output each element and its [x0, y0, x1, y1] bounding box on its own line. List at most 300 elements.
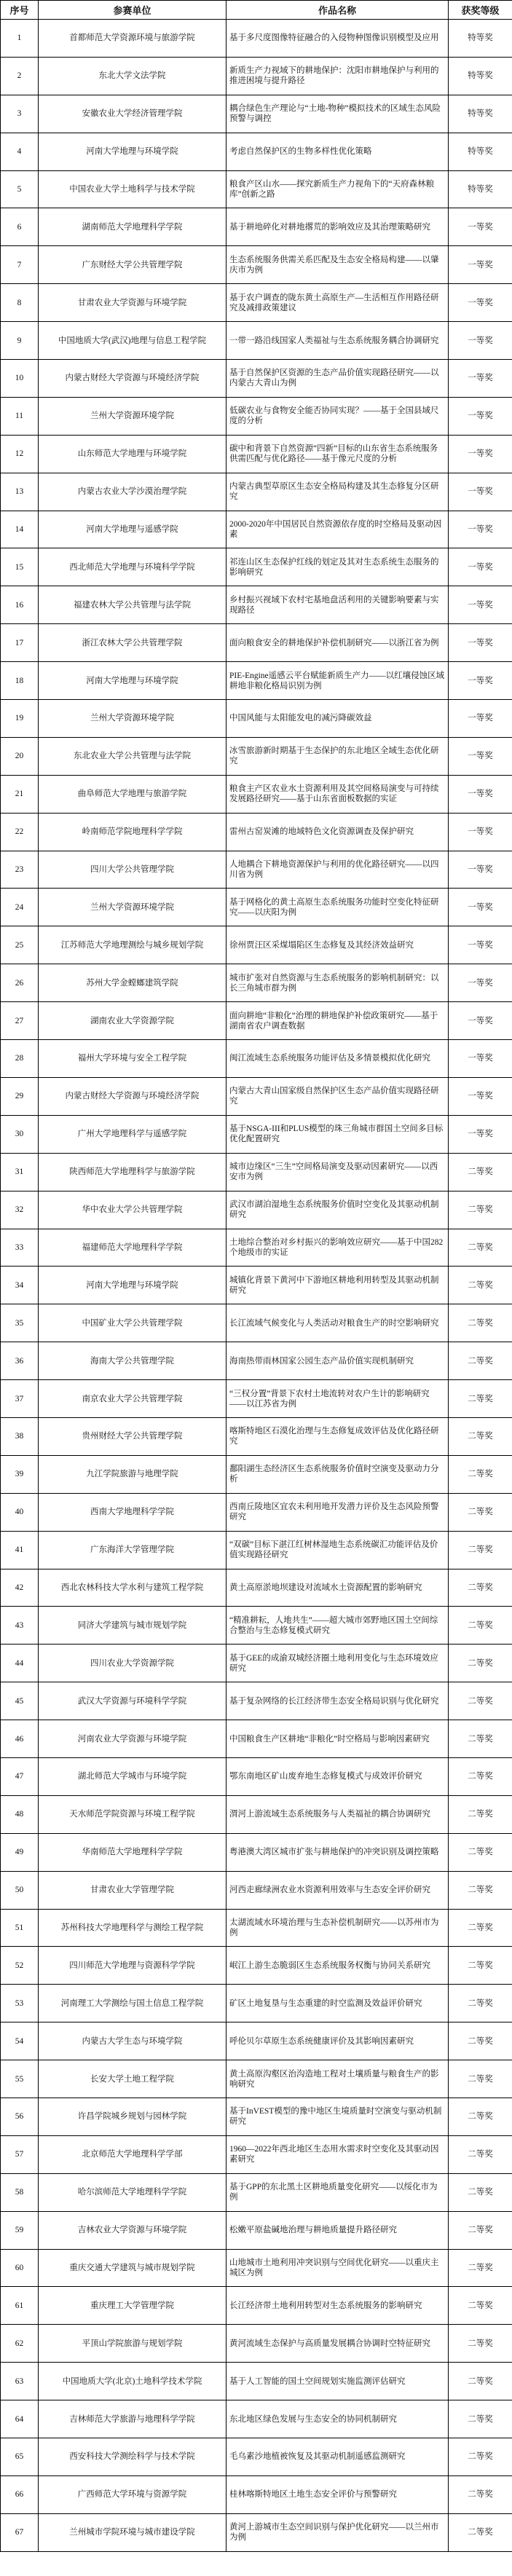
table-row [1, 964, 512, 1002]
row-index: 28 [1, 1040, 39, 1078]
row-work: PIE-Engine遥感云平台赋能新质生产力——以红壤侵蚀区域耕地非粮化格局识别为例 [227, 662, 449, 700]
row-work: 生态系统服务供需关系匹配及生态安全格局构建——以肇庆市为例 [227, 246, 449, 284]
table-row [1, 322, 512, 360]
row-prize: 二等奖 [449, 2438, 512, 2476]
row-unit: 贵州财经大学公共管理学院 [39, 1417, 227, 1455]
row-work: 粮食产区山水——探究新质生产力视角下的“天府森林粮库”创新之路 [227, 170, 449, 208]
row-index: 1 [1, 20, 39, 58]
table-row [1, 2513, 512, 2551]
table-row [1, 586, 512, 624]
header-prize: 获奖等级 [449, 1, 512, 20]
row-work: 2000-2020年中国居民自然资源依存度的时空格局及驱动因素 [227, 511, 449, 548]
row-prize: 一等奖 [449, 322, 512, 360]
row-index: 4 [1, 133, 39, 170]
row-index: 21 [1, 775, 39, 813]
row-work: 西南丘陵地区宜农未利用地开发潜力评价及生态风险预警研究 [227, 1493, 449, 1531]
table-row [1, 1569, 512, 1607]
row-prize: 一等奖 [449, 624, 512, 662]
row-prize: 二等奖 [449, 1757, 512, 1795]
row-work: 基于复杂网络的长江经济带生态安全格局识别与优化研究 [227, 1682, 449, 1720]
row-index: 66 [1, 2475, 39, 2513]
row-prize: 一等奖 [449, 662, 512, 700]
row-work: 毛乌素沙地植被恢复及其驱动机制遥感监测研究 [227, 2438, 449, 2476]
row-unit: 湖北师范大学城市与环境学院 [39, 1757, 227, 1795]
row-unit: 平顶山学院旅游与规划学院 [39, 2325, 227, 2363]
row-prize: 二等奖 [449, 1531, 512, 1569]
row-index: 60 [1, 2249, 39, 2287]
row-unit: 西北农林科技大学水利与建筑工程学院 [39, 1569, 227, 1607]
row-prize: 一等奖 [449, 1077, 512, 1115]
row-unit: 哈尔滨师范大学地理科学学院 [39, 2173, 227, 2211]
row-index: 15 [1, 548, 39, 586]
row-index: 51 [1, 1909, 39, 1947]
row-prize: 一等奖 [449, 700, 512, 738]
row-unit: 河南农业大学资源与环境学院 [39, 1720, 227, 1758]
header-index: 序号 [1, 1, 39, 20]
table-row [1, 2400, 512, 2438]
row-index: 50 [1, 1871, 39, 1909]
row-work: 黄土高原沟壑区治沟造地工程对土壤质量与粮食生产的影响研究 [227, 2060, 449, 2098]
table-row [1, 1909, 512, 1947]
row-work: 内蒙古典型草原区生态安全格局构建及其生态修复分区研究 [227, 473, 449, 511]
row-work: “双碳”目标下湛江红树林湿地生态系统碳汇功能评估及价值实现路径研究 [227, 1531, 449, 1569]
row-work: 粤港澳大湾区城市扩张与耕地保护的冲突识别及调控策略 [227, 1833, 449, 1871]
row-work: 黄河流域生态保护与高质量发展耦合协调时空特征研究 [227, 2325, 449, 2363]
row-index: 56 [1, 2098, 39, 2135]
row-unit: 安徽农业大学经济管理学院 [39, 95, 227, 133]
row-unit: 甘肃农业大学资源与环境学院 [39, 284, 227, 322]
row-unit: 东北农业大学公共管理与法学院 [39, 737, 227, 775]
row-index: 32 [1, 1191, 39, 1229]
table-row [1, 813, 512, 851]
row-index: 8 [1, 284, 39, 322]
row-index: 58 [1, 2173, 39, 2211]
row-work: 祁连山区生态保护红线的划定及其对生态系统生态服务的影响研究 [227, 548, 449, 586]
row-index: 33 [1, 1229, 39, 1267]
row-work: 面向粮食安全的耕地保护补偿机制研究——以浙江省为例 [227, 624, 449, 662]
row-index: 42 [1, 1569, 39, 1607]
table-row [1, 2173, 512, 2211]
row-prize: 一等奖 [449, 473, 512, 511]
row-work: 1960—2022年西北地区生态用水需求时空变化及其驱动因素研究 [227, 2135, 449, 2173]
row-unit: 福州大学环境与安全工程学院 [39, 1040, 227, 1078]
row-index: 29 [1, 1077, 39, 1115]
row-prize: 特等奖 [449, 95, 512, 133]
table-row [1, 1153, 512, 1191]
row-prize: 二等奖 [449, 1304, 512, 1342]
row-prize: 二等奖 [449, 1153, 512, 1191]
row-unit: 岭南师范学院地理科学学院 [39, 813, 227, 851]
row-index: 46 [1, 1720, 39, 1758]
table-row [1, 2438, 512, 2476]
row-prize: 二等奖 [449, 2022, 512, 2060]
table-row [1, 1115, 512, 1153]
row-index: 2 [1, 57, 39, 95]
table-row [1, 1229, 512, 1267]
row-index: 44 [1, 1645, 39, 1682]
row-prize: 二等奖 [449, 1985, 512, 2022]
row-index: 7 [1, 246, 39, 284]
table-row [1, 1304, 512, 1342]
row-unit: 中国农业大学土地科学与技术学院 [39, 170, 227, 208]
row-index: 38 [1, 1417, 39, 1455]
row-prize: 一等奖 [449, 964, 512, 1002]
row-prize: 二等奖 [449, 1455, 512, 1493]
table-row [1, 1455, 512, 1493]
row-prize: 二等奖 [449, 1380, 512, 1418]
table-row [1, 889, 512, 926]
table-row [1, 284, 512, 322]
row-index: 53 [1, 1985, 39, 2022]
row-unit: 内蒙古农业大学沙漠治理学院 [39, 473, 227, 511]
row-work: 矿区土地复垦与生态重建的时空监测及效益评价研究 [227, 1985, 449, 2022]
table-row [1, 511, 512, 548]
row-index: 30 [1, 1115, 39, 1153]
row-work: 内蒙古大青山国家级自然保护区生态产品价值实现路径研究 [227, 1077, 449, 1115]
table-row [1, 397, 512, 435]
row-unit: 西南大学地理科学学院 [39, 1493, 227, 1531]
row-prize: 二等奖 [449, 2249, 512, 2287]
table-row [1, 2287, 512, 2325]
table-row [1, 1531, 512, 1569]
row-index: 59 [1, 2211, 39, 2249]
table-row [1, 2475, 512, 2513]
row-work: 城市边缘区“三生”空间格局演变及驱动因素研究——以西安市为例 [227, 1153, 449, 1191]
row-work: 冰雪旅游新时期基于生态保护的东北地区全域生态优化研究 [227, 737, 449, 775]
row-unit: 四川大学公共管理学院 [39, 851, 227, 889]
row-work: 岷江上游生态脆弱区生态系统服务权衡与协同关系研究 [227, 1947, 449, 1985]
row-unit: 浙江农林大学公共管理学院 [39, 624, 227, 662]
row-work: 基于GEE的成渝双城经济圈土地利用变化与生态环境效应研究 [227, 1645, 449, 1682]
row-index: 65 [1, 2438, 39, 2476]
row-work: 新质生产力视域下的耕地保护：沈阳市耕地保护与利用的推进困境与提升路径 [227, 57, 449, 95]
table-row [1, 1417, 512, 1455]
row-index: 18 [1, 662, 39, 700]
row-prize: 二等奖 [449, 2173, 512, 2211]
row-index: 57 [1, 2135, 39, 2173]
row-prize: 一等奖 [449, 360, 512, 398]
table-row [1, 1985, 512, 2022]
row-prize: 二等奖 [449, 1417, 512, 1455]
row-index: 6 [1, 208, 39, 246]
row-index: 37 [1, 1380, 39, 1418]
table-row [1, 1342, 512, 1380]
row-unit: 首都师范大学资源环境与旅游学院 [39, 20, 227, 58]
table-row [1, 1947, 512, 1985]
row-prize: 二等奖 [449, 2400, 512, 2438]
row-index: 27 [1, 1002, 39, 1040]
row-unit: 兰州城市学院环境与城市建设学院 [39, 2513, 227, 2551]
header-unit: 参赛单位 [39, 1, 227, 20]
row-index: 22 [1, 813, 39, 851]
row-index: 52 [1, 1947, 39, 1985]
row-work: 黄土高原淤地坝建设对流域水土资源配置的影响研究 [227, 1569, 449, 1607]
row-prize: 二等奖 [449, 1267, 512, 1304]
row-prize: 特等奖 [449, 170, 512, 208]
row-work: 基于耕地碎化对耕地撂荒的影响效应及其治理策略研究 [227, 208, 449, 246]
table-row [1, 851, 512, 889]
table-row [1, 624, 512, 662]
row-work: 闽江流域生态系统服务功能评估及多情景模拟优化研究 [227, 1040, 449, 1078]
row-unit: 河南大学地理与环境学院 [39, 133, 227, 170]
table-row [1, 473, 512, 511]
row-index: 12 [1, 435, 39, 473]
row-index: 55 [1, 2060, 39, 2098]
row-prize: 一等奖 [449, 775, 512, 813]
row-unit: 中国地质大学(武汉)地理与信息工程学院 [39, 322, 227, 360]
row-unit: 内蒙古大学生态与环境学院 [39, 2022, 227, 2060]
row-unit: 吉林师范大学旅游与地理科学学院 [39, 2400, 227, 2438]
row-index: 26 [1, 964, 39, 1002]
table-row [1, 20, 512, 58]
row-prize: 一等奖 [449, 1115, 512, 1153]
table-row [1, 1645, 512, 1682]
row-prize: 二等奖 [449, 1645, 512, 1682]
table-row [1, 2022, 512, 2060]
row-prize: 一等奖 [449, 397, 512, 435]
row-prize: 二等奖 [449, 1191, 512, 1229]
row-unit: 内蒙古财经大学资源与环境经济学院 [39, 1077, 227, 1115]
row-work: 耦合绿色生产理论与“土地-物种”模拟技术的区域生态风险预警与调控 [227, 95, 449, 133]
row-prize: 一等奖 [449, 851, 512, 889]
table-row [1, 737, 512, 775]
row-work: 土地综合整治对乡村振兴的影响效应研究——基于中国282个地级市的实证 [227, 1229, 449, 1267]
row-unit: 苏州大学金螳螂建筑学院 [39, 964, 227, 1002]
row-unit: 山东师范大学地理与环境学院 [39, 435, 227, 473]
row-prize: 二等奖 [449, 1607, 512, 1645]
row-work: “精准耕耘，人地共生”——超大城市郊野地区国土空间综合整治与生态修复模式研究 [227, 1607, 449, 1645]
row-work: 基于自然保护区资源的生态产品价值实现路径研究——以内蒙古大青山为例 [227, 360, 449, 398]
row-unit: 长安大学土地工程学院 [39, 2060, 227, 2098]
table-row [1, 246, 512, 284]
row-prize: 二等奖 [449, 2475, 512, 2513]
row-unit: 湖南师范大学地理科学学院 [39, 208, 227, 246]
table-row [1, 2211, 512, 2249]
row-unit: 兰州大学资源环境学院 [39, 397, 227, 435]
row-unit: 广东财经大学公共管理学院 [39, 246, 227, 284]
row-unit: 河南理工大学测绘与国土信息工程学院 [39, 1985, 227, 2022]
row-prize: 一等奖 [449, 813, 512, 851]
row-prize: 二等奖 [449, 1720, 512, 1758]
row-work: 乡村振兴视域下农村宅基地盘活利用的关键影响要素与实现路径 [227, 586, 449, 624]
row-prize: 特等奖 [449, 57, 512, 95]
table-row [1, 133, 512, 170]
table-row [1, 1757, 512, 1795]
row-index: 20 [1, 737, 39, 775]
table-row [1, 662, 512, 700]
row-index: 36 [1, 1342, 39, 1380]
row-index: 25 [1, 926, 39, 964]
row-prize: 特等奖 [449, 20, 512, 58]
row-index: 35 [1, 1304, 39, 1342]
row-work: 渭河上游流域生态系统服务与人类福祉的耦合协调研究 [227, 1795, 449, 1833]
header-row [1, 1, 512, 20]
table-row [1, 57, 512, 95]
row-work: 河西走廊绿洲农业水资源利用效率与生态安全评价研究 [227, 1871, 449, 1909]
row-index: 23 [1, 851, 39, 889]
table-row [1, 1682, 512, 1720]
table-row [1, 1607, 512, 1645]
row-work: 长江流域气候变化与人类活动对粮食生产的时空影响研究 [227, 1304, 449, 1342]
row-unit: 兰州大学资源环境学院 [39, 700, 227, 738]
table-row [1, 1871, 512, 1909]
row-unit: 内蒙古财经大学资源与环境经济学院 [39, 360, 227, 398]
table-row [1, 700, 512, 738]
row-index: 13 [1, 473, 39, 511]
row-unit: 陕西师范大学地理科学与旅游学院 [39, 1153, 227, 1191]
row-work: 长江经济带土地利用转型对生态系统服务的影响研究 [227, 2287, 449, 2325]
row-unit: 同济大学建筑与城市规划学院 [39, 1607, 227, 1645]
row-prize: 一等奖 [449, 548, 512, 586]
row-prize: 特等奖 [449, 133, 512, 170]
row-index: 40 [1, 1493, 39, 1531]
row-index: 24 [1, 889, 39, 926]
row-unit: 东北大学文法学院 [39, 57, 227, 95]
row-unit: 福建师范大学地理科学学院 [39, 1229, 227, 1267]
row-index: 63 [1, 2363, 39, 2400]
row-index: 48 [1, 1795, 39, 1833]
row-prize: 二等奖 [449, 1795, 512, 1833]
row-unit: 湖南农业大学资源学院 [39, 1002, 227, 1040]
header-work: 作品名称 [227, 1, 449, 20]
row-index: 14 [1, 511, 39, 548]
table-row [1, 1267, 512, 1304]
row-unit: 吉林农业大学资源与环境学院 [39, 2211, 227, 2249]
row-unit: 苏州科技大学地理科学与测绘工程学院 [39, 1909, 227, 1947]
row-work: 基于NSGA-III和PLUS模型的珠三角城市群国土空间多目标优化配置研究 [227, 1115, 449, 1153]
table-row [1, 2060, 512, 2098]
row-work: 中国风能与太阳能发电的减污降碳效益 [227, 700, 449, 738]
row-unit: 中国矿业大学公共管理学院 [39, 1304, 227, 1342]
row-unit: 四川师范大学地理与资源科学学院 [39, 1947, 227, 1985]
row-unit: 广东海洋大学管理学院 [39, 1531, 227, 1569]
row-prize: 二等奖 [449, 1569, 512, 1607]
row-index: 19 [1, 700, 39, 738]
row-unit: 河南大学地理与环境学院 [39, 1267, 227, 1304]
row-unit: 河南大学地理与遥感学院 [39, 511, 227, 548]
row-prize: 二等奖 [449, 1833, 512, 1871]
table-row [1, 2363, 512, 2400]
row-work: 基于网格化的黄土高原生态系统服务功能时空变化特征研究——以庆阳为例 [227, 889, 449, 926]
table-row [1, 95, 512, 133]
row-index: 49 [1, 1833, 39, 1871]
row-index: 31 [1, 1153, 39, 1191]
row-prize: 一等奖 [449, 926, 512, 964]
table-row [1, 1493, 512, 1531]
row-index: 17 [1, 624, 39, 662]
row-work: 喀斯特地区石漠化治理与生态修复成效评估及优化路径研究 [227, 1417, 449, 1455]
table-row [1, 170, 512, 208]
row-work: 城镇化背景下黄河中下游地区耕地利用转型及其驱动机制研究 [227, 1267, 449, 1304]
row-work: “三权分置”背景下农村土地流转对农户生计的影响研究——以江苏省为例 [227, 1380, 449, 1418]
row-prize: 二等奖 [449, 2513, 512, 2551]
table-row [1, 1077, 512, 1115]
row-work: 鄱阳湖生态经济区生态系统服务价值时空演变及驱动力分析 [227, 1455, 449, 1493]
row-prize: 一等奖 [449, 208, 512, 246]
row-work: 基于农户调查的陇东黄土高原生产—生活相互作用路径研究及减排政策建议 [227, 284, 449, 322]
row-index: 16 [1, 586, 39, 624]
table-header [1, 1, 512, 20]
row-prize: 二等奖 [449, 2287, 512, 2325]
table-body [1, 20, 512, 2552]
table-row [1, 1795, 512, 1833]
row-prize: 一等奖 [449, 737, 512, 775]
row-work: 基于InVEST模型的豫中地区生境质量时空演变与驱动机制研究 [227, 2098, 449, 2135]
table-row [1, 1720, 512, 1758]
row-prize: 一等奖 [449, 1002, 512, 1040]
row-work: 基于GPP的东北黑土区耕地质量变化研究——以绥化市为例 [227, 2173, 449, 2211]
row-prize: 二等奖 [449, 1909, 512, 1947]
table-row [1, 1040, 512, 1078]
row-unit: 重庆理工大学管理学院 [39, 2287, 227, 2325]
table-row [1, 2249, 512, 2287]
row-unit: 华南师范大学地理科学学院 [39, 1833, 227, 1871]
row-work: 徐州贾汪区采煤塌陷区生态修复及其经济效益研究 [227, 926, 449, 964]
row-prize: 一等奖 [449, 586, 512, 624]
row-index: 47 [1, 1757, 39, 1795]
row-prize: 二等奖 [449, 2325, 512, 2363]
row-prize: 二等奖 [449, 2363, 512, 2400]
row-unit: 甘肃农业大学管理学院 [39, 1871, 227, 1909]
row-work: 中国粮食生产区耕地“非粮化”时空格局与影响因素研究 [227, 1720, 449, 1758]
table-row [1, 1380, 512, 1418]
row-unit: 天水师范学院资源与环境工程学院 [39, 1795, 227, 1833]
row-unit: 广州大学地理科学与遥感学院 [39, 1115, 227, 1153]
row-work: 基于人工智能的国土空间规划实施监测评估研究 [227, 2363, 449, 2400]
row-work: 粮食主产区农业水土资源利用及其空间格局演变与可持续发展路径研究——基于山东省面板数据的实证 [227, 775, 449, 813]
row-work: 黄河上游城市生态空间识别与保护优化研究——以兰州市为例 [227, 2513, 449, 2551]
table-row [1, 435, 512, 473]
row-unit: 西北师范大学地理与环境科学学院 [39, 548, 227, 586]
row-work: 太湖流域水环境治理与生态补偿机制研究——以苏州市为例 [227, 1909, 449, 1947]
row-unit: 河南大学地理与环境学院 [39, 662, 227, 700]
row-unit: 曲阜师范大学地理与旅游学院 [39, 775, 227, 813]
row-index: 67 [1, 2513, 39, 2551]
row-unit: 广西师范大学环境与资源学院 [39, 2475, 227, 2513]
table-row [1, 208, 512, 246]
table-row [1, 360, 512, 398]
table-row [1, 2135, 512, 2173]
row-work: 一带一路沿线国家人类福祉与生态系统服务耦合协调研究 [227, 322, 449, 360]
row-index: 45 [1, 1682, 39, 1720]
table-row [1, 775, 512, 813]
row-prize: 一等奖 [449, 889, 512, 926]
row-prize: 二等奖 [449, 2135, 512, 2173]
row-work: 雷州古窑炭滩的地域特色文化资源调查及保护研究 [227, 813, 449, 851]
row-prize: 二等奖 [449, 2211, 512, 2249]
row-unit: 中国地质大学(北京)土地科学技术学院 [39, 2363, 227, 2400]
row-work: 面向耕地“非粮化”治理的耕地保护补偿政策研究——基于湖南省农户调查数据 [227, 1002, 449, 1040]
row-work: 考虑自然保护区的生物多样性优化策略 [227, 133, 449, 170]
row-prize: 一等奖 [449, 284, 512, 322]
row-work: 桂林喀斯特地区土地生态安全评价与预警研究 [227, 2475, 449, 2513]
row-unit: 武汉大学资源与环境科学学院 [39, 1682, 227, 1720]
row-work: 海南热带雨林国家公园生态产品价值实现机制研究 [227, 1342, 449, 1380]
row-unit: 九江学院旅游与地理学院 [39, 1455, 227, 1493]
row-index: 9 [1, 322, 39, 360]
table-row [1, 1191, 512, 1229]
row-unit: 兰州大学资源环境学院 [39, 889, 227, 926]
row-index: 39 [1, 1455, 39, 1493]
row-index: 61 [1, 2287, 39, 2325]
row-work: 松嫩平原盐碱地治理与耕地质量提升路径研究 [227, 2211, 449, 2249]
row-unit: 西安科技大学测绘科学与技术学院 [39, 2438, 227, 2476]
row-work: 东北地区绿色发展与生态安全的协同机制研究 [227, 2400, 449, 2438]
row-unit: 许昌学院城乡规划与园林学院 [39, 2098, 227, 2135]
row-index: 54 [1, 2022, 39, 2060]
table-row [1, 1833, 512, 1871]
row-prize: 二等奖 [449, 2098, 512, 2135]
